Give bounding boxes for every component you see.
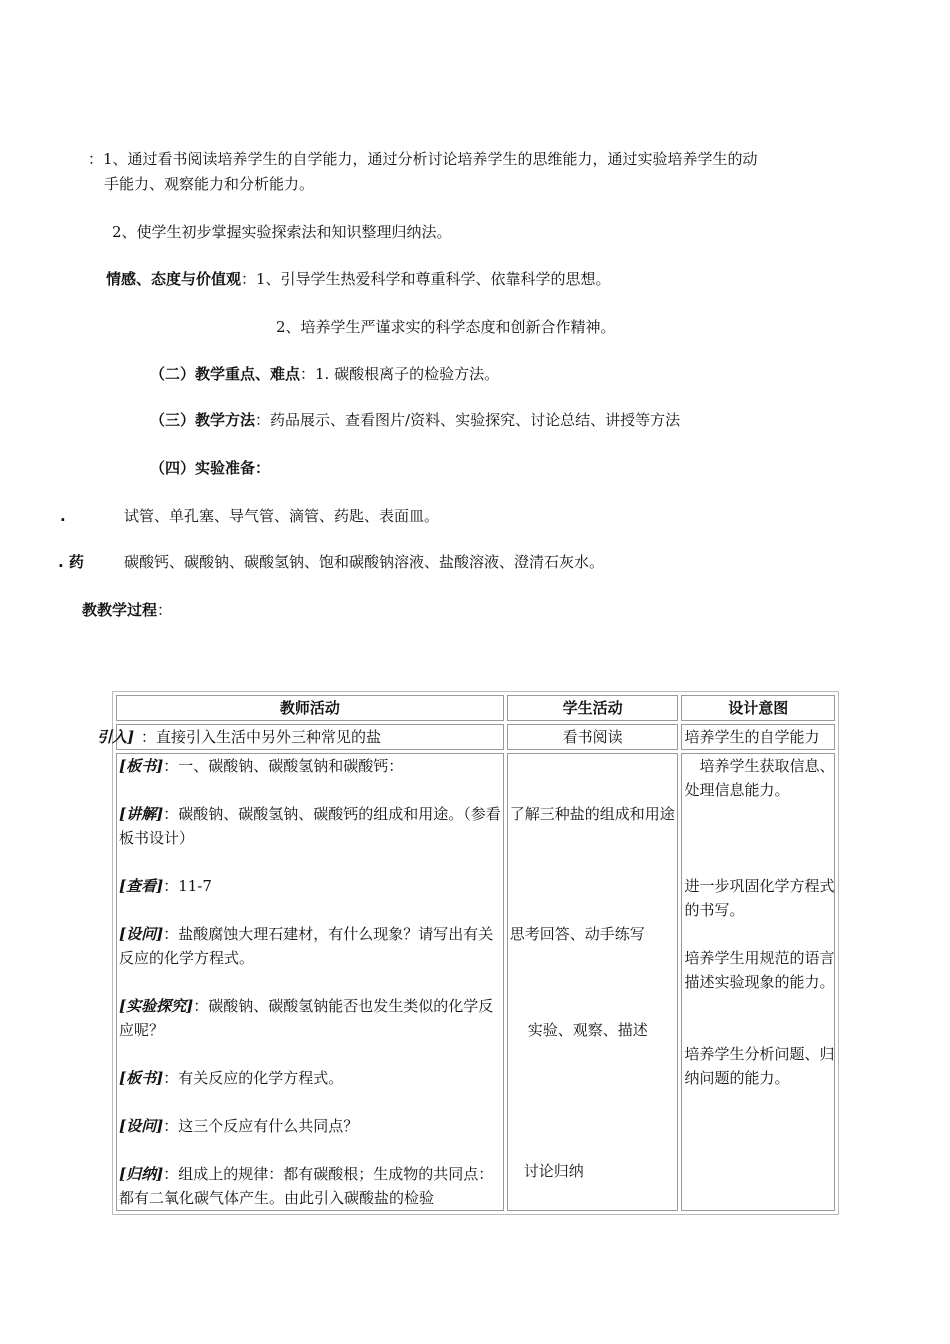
student-item-2: 思考回答、动手练写 <box>509 925 645 943</box>
instrument-list: 试管、单孔塞、导气管、滴管、药匙、表面皿。 <box>124 507 440 525</box>
intent-item-4: 培养学生分析问题、归纳问题的能力。 <box>684 1045 835 1087</box>
table-row-intro <box>116 724 835 750</box>
intro-student-cell: 看书阅读 <box>507 724 679 750</box>
table-header-row <box>116 695 835 721</box>
student-item-1: 了解三种盐的组成和用途 <box>509 805 675 823</box>
teaching-method <box>150 408 680 432</box>
student-item-3: 实验、观察、描述 <box>527 1021 648 1039</box>
emotion-label: 情感、态度与价值观 <box>106 270 242 288</box>
drug-list: 碳酸钙、碳酸钠、碳酸氢钠、饱和碳酸钠溶液、盐酸溶液、澄清石灰水。 <box>124 553 605 571</box>
teacher-item: [板书]：一、碳酸钠、碳酸氢钠和碳酸钙： <box>119 757 404 775</box>
teaching-process-table <box>97 691 839 1215</box>
prep-label: （四）实验准备 <box>150 459 256 477</box>
goal-line-3: 2、使学生初步掌握实验探索法和知识整理归纳法。 <box>112 223 452 241</box>
key-text: ：1. 碳酸根离子的检验方法。 <box>300 365 500 383</box>
emotion-goal <box>106 267 611 291</box>
instrument-mark: . <box>60 507 66 525</box>
teacher-item: [归纳]：组成上的规律：都有碳酸根；生成物的共同点：都有二氧化碳气体产生。由此引入碳酸盐的检验 <box>119 1165 494 1207</box>
intent-item-2: 进一步巩固化学方程式的书写。 <box>684 877 835 919</box>
header-intent: 设计意图 <box>681 695 835 721</box>
process-heading <box>82 598 172 622</box>
prep-colon: ： <box>255 459 271 477</box>
intent-item-1: 培养学生获取信息、处理信息能力。 <box>684 757 835 799</box>
method-label: （三）教学方法 <box>150 411 256 429</box>
intro-tag: 引入] <box>97 728 135 746</box>
goal-line-1: ：1、通过看书阅读培养学生的自学能力，通过分析讨论培养学生的思维能力，通过实验培养学生的动 <box>88 150 758 168</box>
teacher-item: [设问]：盐酸腐蚀大理石建材，有什么现象？请写出有关反应的化学方程式。 <box>119 925 494 967</box>
student-item-4: 讨论归纳 <box>523 1162 584 1180</box>
table-row-main <box>116 753 835 1211</box>
header-teacher: 教师活动 <box>116 695 504 721</box>
design-intent-cell <box>681 753 835 1211</box>
teacher-item: [设问]：这三个反应有什么共同点？ <box>119 1117 359 1135</box>
student-activities-cell <box>507 753 679 1211</box>
process-colon: ： <box>157 601 173 619</box>
experiment-prep <box>150 456 270 480</box>
drug-mark: . 药 <box>58 553 84 571</box>
emotion-text: ：1、引导学生热爱科学和尊重科学、依靠科学的思想。 <box>241 270 611 288</box>
method-text: ：药品展示、查看图片/资料、实验探究、讨论总结、讲授等方法 <box>255 411 681 429</box>
key-label: （二）教学重点、难点 <box>150 365 301 383</box>
intro-teacher-cell <box>97 724 504 750</box>
teacher-item: [讲解]：碳酸钠、碳酸氢钠、碳酸钙的组成和用途。（参看板书设计） <box>119 805 501 847</box>
emotion-goal-2: 2、培养学生严谨求实的科学态度和创新合作精神。 <box>276 318 616 336</box>
intro-intent-cell: 培养学生的自学能力 <box>681 724 835 750</box>
teacher-item: [实验探究]：碳酸钠、碳酸氢钠能否也发生类似的化学反应呢？ <box>119 997 494 1039</box>
intent-item-3: 培养学生用规范的语言描述实验现象的能力。 <box>684 949 835 991</box>
goal-line-2: 手能力、观察能力和分析能力。 <box>104 175 315 193</box>
teacher-activities-cell <box>116 753 504 1211</box>
teacher-item: [板书]：有关反应的化学方程式。 <box>119 1069 344 1087</box>
header-student: 学生活动 <box>507 695 679 721</box>
process-label: 教教学过程 <box>82 601 158 619</box>
teacher-item: [查看]：11-7 <box>119 877 212 895</box>
intro-text: ：直接引入生活中另外三种常见的盐 <box>141 728 382 746</box>
key-points <box>150 362 499 386</box>
